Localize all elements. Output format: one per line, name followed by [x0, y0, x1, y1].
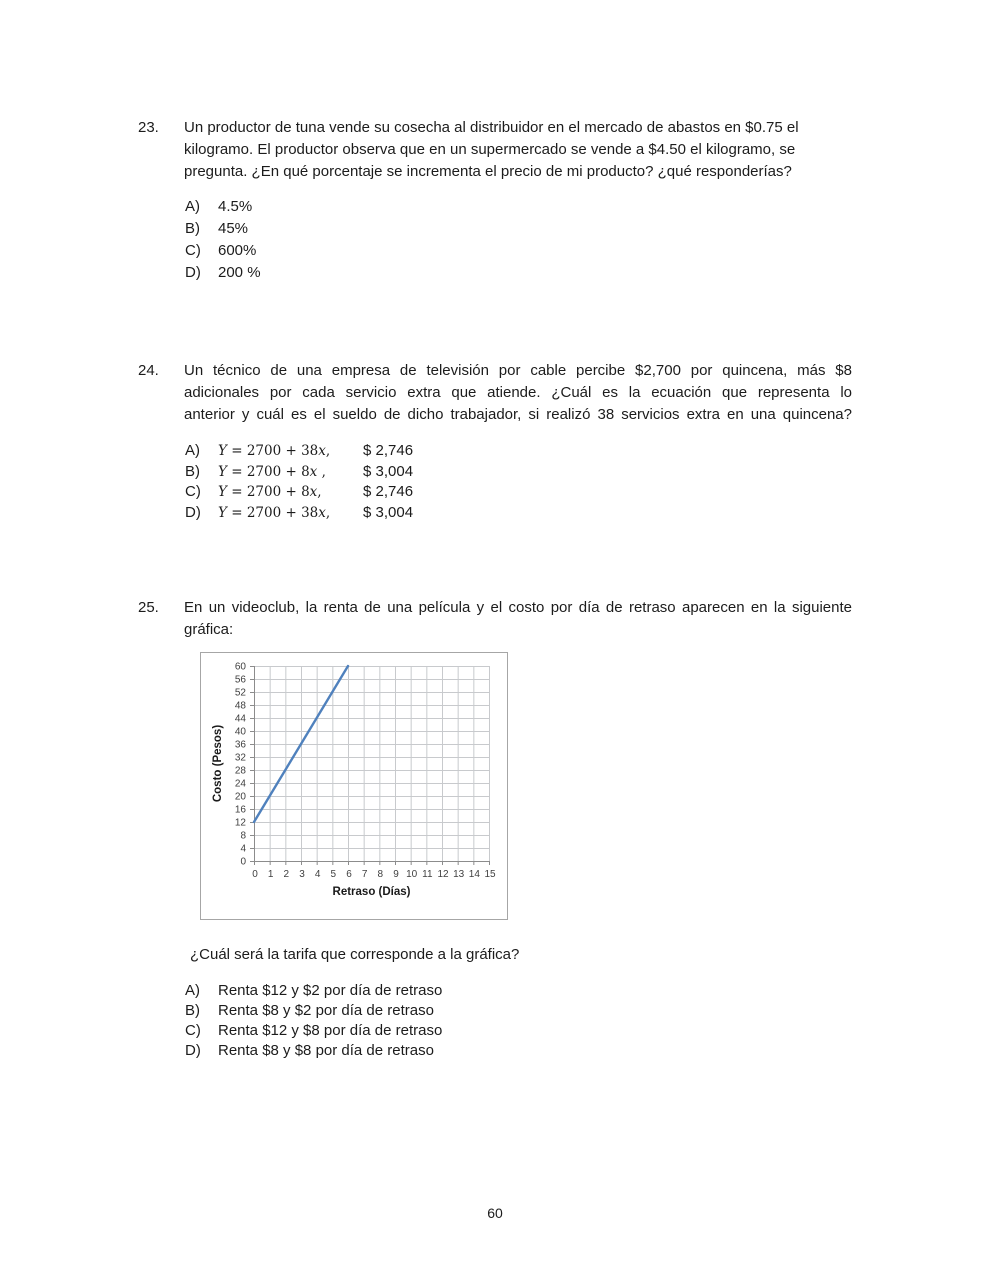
svg-text:9: 9: [393, 869, 399, 880]
option-letter: B): [185, 462, 200, 480]
option-text: 600%: [218, 242, 257, 259]
option-row-d: [185, 503, 852, 524]
option-amount: $ 3,004: [363, 503, 414, 521]
option-row-d: [185, 1041, 852, 1061]
svg-text:14: 14: [468, 869, 480, 880]
option-amount: $ 2,746: [363, 442, 414, 459]
option-text: Renta $12 y $8 por día de retraso: [218, 1022, 443, 1039]
option-row-b: [185, 218, 852, 240]
question-text-line: Un técnico de una empresa de televisión por cable percibe $2,700 por quincena, más $8: [184, 362, 852, 379]
question-text-line: gráfica:: [184, 621, 234, 638]
option-letter: A): [185, 442, 200, 459]
question-text-line: anterior y cuál es el sueldo de dicho trabajador, si realizó 38 servicios extra en una quincena?: [184, 406, 852, 423]
svg-text:56: 56: [234, 674, 246, 686]
svg-text:15: 15: [484, 869, 496, 880]
option-letter: B): [185, 1002, 200, 1019]
question-23-options: [138, 196, 852, 284]
option-amount: $ 2,746: [363, 483, 414, 500]
question-text-line: Un productor de tuna vende su cosecha al distribuidor en el mercado de abastos en $0.75 el: [184, 119, 799, 136]
svg-text:60: 60: [234, 661, 246, 673]
svg-text:13: 13: [453, 869, 465, 880]
svg-text:11: 11: [422, 869, 433, 880]
option-row-b: [185, 1001, 852, 1021]
svg-text:1: 1: [267, 869, 274, 880]
question-text-line: kilogramo. El productor observa que en un supermercado se vende a $4.50 el kilogramo, se: [184, 141, 796, 158]
option-text: Renta $12 y $2 por día de retraso: [218, 982, 443, 999]
question-text-line: adicionales por cada servicio extra que atiende. ¿Cuál es la ecuación que representa lo: [184, 384, 852, 401]
svg-text:28: 28: [234, 765, 246, 777]
option-row-c: [185, 240, 852, 262]
question-25: [138, 597, 852, 1061]
svg-text:40: 40: [234, 726, 246, 738]
x-axis-title: Retraso (Días): [332, 886, 411, 898]
option-text: Renta $8 y $8 por día de retraso: [218, 1042, 434, 1059]
option-equation: Y = 2700 + 8x,: [218, 484, 322, 500]
option-letter: C): [185, 1022, 201, 1039]
option-row-c: [185, 1021, 852, 1041]
option-row-a: [185, 441, 852, 462]
option-equation: Y = 2700 + 38x,: [218, 443, 331, 459]
option-letter: C): [185, 483, 201, 500]
option-letter: B): [185, 220, 200, 237]
option-row-c: [185, 482, 852, 503]
option-letter: A): [185, 198, 200, 215]
chart-canvas: [201, 653, 507, 919]
svg-text:32: 32: [234, 752, 246, 764]
option-text: 4.5%: [218, 198, 253, 215]
svg-text:8: 8: [240, 830, 246, 842]
svg-text:0: 0: [240, 856, 246, 868]
y-axis-title: Costo (Pesos): [212, 724, 224, 803]
svg-text:20: 20: [234, 791, 246, 803]
svg-text:52: 52: [234, 687, 246, 699]
question-24: [138, 360, 852, 523]
question-24-options: [138, 441, 852, 523]
option-row-b: [185, 462, 852, 483]
svg-text:48: 48: [234, 700, 246, 712]
question-24-text: [184, 360, 852, 426]
svg-text:12: 12: [234, 817, 246, 829]
option-amount: $ 3,004: [363, 462, 414, 480]
question-23-text: [184, 117, 852, 183]
option-text: 45%: [218, 220, 249, 237]
svg-text:44: 44: [234, 713, 246, 725]
option-row-d: [185, 262, 852, 284]
option-row-a: [185, 981, 852, 1001]
page-number: 60: [487, 1205, 503, 1221]
svg-text:5: 5: [330, 869, 337, 880]
question-25-followup: ¿Cuál será la tarifa que corresponde a la gráfica?: [190, 946, 520, 963]
option-letter: A): [185, 982, 200, 999]
option-letter: D): [185, 1042, 201, 1059]
svg-text:7: 7: [361, 869, 368, 880]
svg-text:4: 4: [240, 843, 246, 855]
svg-text:4: 4: [314, 869, 321, 880]
option-text: Renta $8 y $2 por día de retraso: [218, 1002, 434, 1019]
question-23: [138, 117, 852, 284]
question-25-number: 25.: [138, 599, 159, 616]
option-letter: D): [185, 503, 201, 521]
option-letter: C): [185, 242, 201, 259]
svg-text:8: 8: [377, 869, 384, 880]
svg-text:24: 24: [234, 778, 246, 790]
question-24-number: 24.: [138, 362, 159, 379]
svg-text:36: 36: [234, 739, 246, 751]
svg-text:12: 12: [437, 869, 449, 880]
question-text-line: En un videoclub, la renta de una película y el costo por día de retraso aparecen en la siguiente: [184, 599, 852, 616]
svg-text:3: 3: [299, 869, 305, 880]
svg-text:0: 0: [252, 869, 258, 880]
question-23-number: 23.: [138, 119, 159, 136]
question-text-line: pregunta. ¿En qué porcentaje se incrementa el precio de mi producto? ¿qué responderías?: [184, 163, 792, 180]
option-equation: Y = 2700 + 38x,: [218, 504, 331, 521]
svg-text:16: 16: [234, 804, 246, 816]
svg-text:2: 2: [283, 869, 290, 880]
option-equation: Y = 2700 + 8x ,: [218, 463, 326, 480]
option-text: 200 %: [218, 264, 261, 281]
option-row-a: [185, 196, 852, 218]
option-letter: D): [185, 264, 201, 281]
question-25-options: [138, 981, 852, 1061]
question-25-text: [184, 597, 852, 641]
svg-text:6: 6: [346, 869, 352, 880]
cost-vs-delay-chart: [200, 652, 508, 920]
svg-text:10: 10: [406, 869, 418, 880]
